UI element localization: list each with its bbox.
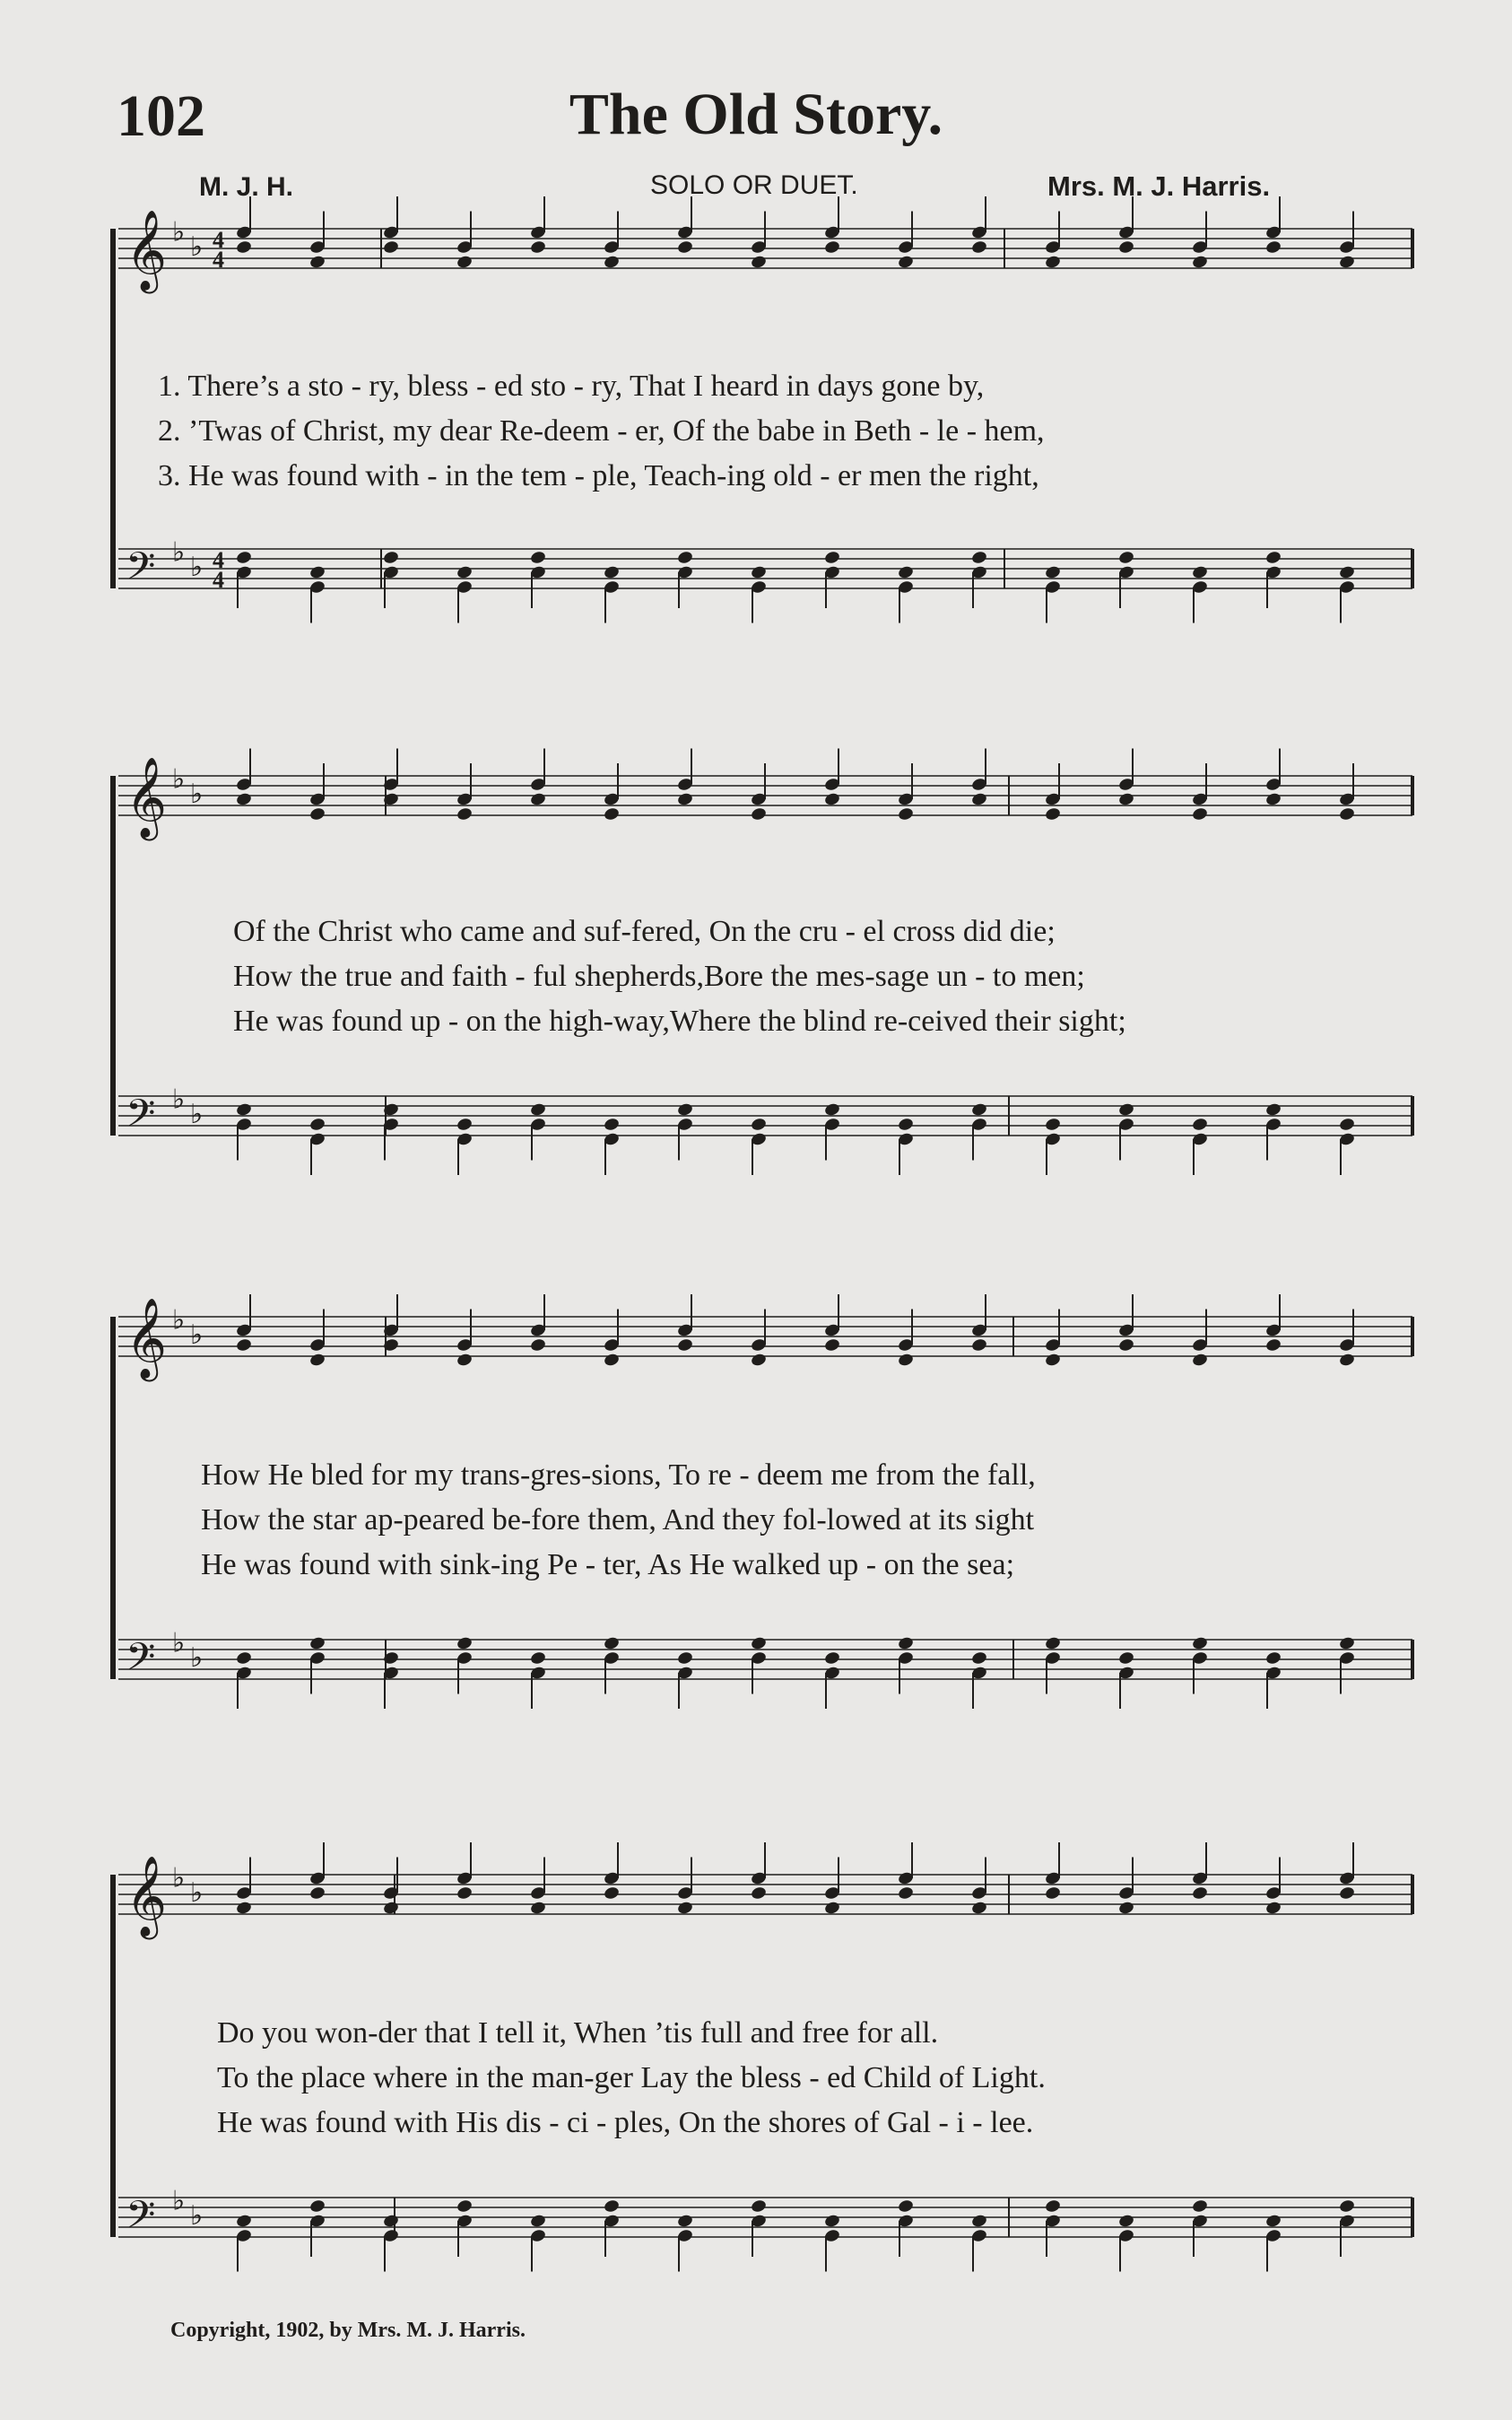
note-head [897, 1885, 914, 1901]
note-head [823, 1650, 840, 1666]
time-signature-top: 4 [213, 227, 224, 253]
note-head [456, 1353, 473, 1368]
note-head [1264, 1337, 1282, 1353]
note-head [1044, 806, 1061, 822]
note-head [1338, 806, 1355, 822]
note-head [529, 2214, 546, 2229]
note-head [750, 255, 767, 270]
note-head [676, 792, 693, 807]
note-head [676, 239, 693, 255]
note-head [1338, 565, 1355, 580]
note-head [750, 1353, 767, 1368]
note-head [603, 255, 620, 270]
note-head [1338, 2198, 1355, 2214]
note-head [1117, 1901, 1134, 1916]
bass-clef-icon: 𝄢 [126, 1635, 156, 1689]
note-head [456, 565, 473, 580]
note-head [235, 1337, 252, 1353]
note-head [823, 1901, 840, 1916]
note-head [529, 1337, 546, 1353]
note-head [456, 1117, 473, 1132]
lyric-line-s3-v1: How He bled for my trans-gres-sions, To re - deem me from the fall, [201, 1458, 1036, 1492]
note-head [235, 1901, 252, 1916]
bass-clef-icon: 𝄢 [126, 1092, 156, 1145]
lyric-line-s4-v3: He was found with His dis - ci - ples, On the shores of Gal - i - lee. [217, 2106, 1034, 2139]
note-head [1117, 239, 1134, 255]
note-head [897, 806, 914, 822]
note-head [529, 1901, 546, 1916]
note-head [897, 1117, 914, 1132]
note-head [456, 1885, 473, 1901]
lyric-line-s1-v2: 2. ’Twas of Christ, my dear Re-deem - er, Of the babe in Beth - le - hem, [158, 414, 1045, 448]
note-head [970, 1650, 987, 1666]
note-head [823, 550, 840, 565]
note-head [308, 806, 326, 822]
flat-icon: ♭ [190, 231, 204, 263]
note-head [676, 1901, 693, 1916]
hymn-title: The Old Story. [569, 82, 943, 147]
lyric-line-s1-v3: 3. He was found with - in the tem - ple, Teach-ing old - er men the right, [158, 459, 1039, 492]
note-head [970, 2214, 987, 2229]
note-head [603, 565, 620, 580]
note-head [1264, 792, 1282, 807]
note-head [1117, 550, 1134, 565]
note-head [750, 1117, 767, 1132]
lyric-line-s2-v3: He was found up - on the high-way,Where the blind re-ceived their sight; [233, 1005, 1126, 1038]
note-head [1191, 806, 1208, 822]
note-head [823, 792, 840, 807]
flat-icon: ♭ [190, 1319, 204, 1351]
flat-icon: ♭ [172, 2185, 186, 2217]
note-head [1117, 1650, 1134, 1666]
note-head [676, 2214, 693, 2229]
bass-clef-icon: 𝄢 [126, 2193, 156, 2247]
flat-icon: ♭ [190, 552, 204, 583]
note-head [1264, 2214, 1282, 2229]
note-head [970, 1901, 987, 1916]
note-head [1117, 1337, 1134, 1353]
note-head [382, 239, 399, 255]
note-head [1044, 2198, 1061, 2214]
note-head [1191, 1636, 1208, 1651]
note-head [308, 255, 326, 270]
note-head [1338, 1636, 1355, 1651]
note-head [676, 1337, 693, 1353]
note-head [603, 1353, 620, 1368]
note-head [676, 550, 693, 565]
flat-icon: ♭ [172, 536, 186, 569]
note-head [1044, 1636, 1061, 1651]
note-head [235, 792, 252, 807]
flat-icon: ♭ [190, 1877, 204, 1909]
note-head [1338, 1885, 1355, 1901]
note-head [676, 1102, 693, 1118]
note-head [823, 239, 840, 255]
note-head [897, 2198, 914, 2214]
note-head [750, 1885, 767, 1901]
note-head [1191, 1885, 1208, 1901]
note-head [456, 2198, 473, 2214]
note-head [235, 239, 252, 255]
treble-clef-icon: 𝄞 [126, 1298, 168, 1379]
note-head [456, 1636, 473, 1651]
note-head [1044, 1353, 1061, 1368]
note-head [1191, 2198, 1208, 2214]
flat-icon: ♭ [172, 1304, 186, 1336]
note-head [897, 255, 914, 270]
note-head [897, 565, 914, 580]
note-head [603, 806, 620, 822]
note-head [529, 792, 546, 807]
note-head [1264, 550, 1282, 565]
lyric-line-s3-v2: How the star ap-peared be-fore them, And they fol-lowed at its sight [201, 1503, 1035, 1536]
time-signature-bottom: 4 [213, 247, 224, 273]
note-head [603, 1885, 620, 1901]
flat-icon: ♭ [190, 1099, 204, 1130]
note-head [382, 2214, 399, 2229]
note-head [308, 1636, 326, 1651]
note-head [1117, 792, 1134, 807]
note-head [897, 1636, 914, 1651]
note-head [823, 1337, 840, 1353]
note-head [970, 1102, 987, 1118]
note-head [676, 1650, 693, 1666]
note-head [1044, 1885, 1061, 1901]
note-head [1044, 255, 1061, 270]
note-head [1191, 255, 1208, 270]
note-head [1264, 239, 1282, 255]
flat-icon: ♭ [172, 1627, 186, 1659]
note-head [1338, 1353, 1355, 1368]
hymn-number: 102 [117, 83, 205, 149]
note-head [235, 550, 252, 565]
treble-clef-icon: 𝄞 [126, 757, 168, 838]
note-head [456, 255, 473, 270]
lyric-line-s4-v1: Do you won-der that I tell it, When ’tis full and free for all. [217, 2016, 939, 2050]
note-head [235, 1650, 252, 1666]
note-head [1117, 1102, 1134, 1118]
note-head [970, 1337, 987, 1353]
note-head [529, 1650, 546, 1666]
note-head [1191, 1353, 1208, 1368]
note-head [1044, 565, 1061, 580]
music-credit: Mrs. M. J. Harris. [1047, 170, 1271, 202]
note-head [603, 1117, 620, 1132]
note-head [970, 792, 987, 807]
note-head [382, 550, 399, 565]
note-head [750, 1636, 767, 1651]
flat-icon: ♭ [190, 1642, 204, 1674]
lyric-line-s4-v2: To the place where in the man-ger Lay the bless - ed Child of Light. [217, 2061, 1046, 2094]
flat-icon: ♭ [172, 1862, 186, 1894]
note-head [750, 806, 767, 822]
note-head [456, 806, 473, 822]
note-head [529, 1102, 546, 1118]
note-head [1264, 1650, 1282, 1666]
treble-clef-icon: 𝄞 [126, 1856, 168, 1937]
note-head [1191, 1117, 1208, 1132]
note-head [382, 1901, 399, 1916]
note-head [823, 2214, 840, 2229]
note-head [308, 2198, 326, 2214]
flat-icon: ♭ [172, 763, 186, 796]
note-head [750, 565, 767, 580]
note-head [1117, 2214, 1134, 2229]
lyric-line-s2-v1: Of the Christ who came and suf-fered, On the cru - el cross did die; [233, 915, 1056, 948]
note-head [529, 239, 546, 255]
bass-clef-icon: 𝄢 [126, 544, 156, 598]
note-head [970, 239, 987, 255]
note-head [1264, 1102, 1282, 1118]
note-head [970, 550, 987, 565]
time-signature-top: 4 [213, 547, 224, 573]
flat-icon: ♭ [190, 779, 204, 810]
note-head [1264, 1901, 1282, 1916]
note-head [308, 1117, 326, 1132]
note-head [308, 1885, 326, 1901]
voicing-label: SOLO OR DUET. [650, 170, 858, 200]
note-head [1338, 255, 1355, 270]
flat-icon: ♭ [172, 216, 186, 248]
words-credit: M. J. H. [199, 172, 294, 202]
note-head [308, 565, 326, 580]
note-head [823, 1102, 840, 1118]
note-head [1338, 1117, 1355, 1132]
treble-clef-icon: 𝄞 [126, 210, 168, 291]
note-head [235, 1102, 252, 1118]
copyright-notice: Copyright, 1902, by Mrs. M. J. Harris. [170, 2319, 526, 2342]
note-head [308, 1353, 326, 1368]
note-head [897, 1353, 914, 1368]
lyric-line-s3-v3: He was found with sink-ing Pe - ter, As He walked up - on the sea; [201, 1548, 1015, 1581]
note-head [235, 2214, 252, 2229]
note-head [529, 550, 546, 565]
note-head [1191, 565, 1208, 580]
note-head [603, 2198, 620, 2214]
lyric-line-s2-v2: How the true and faith - ful shepherds,Bore the mes-sage un - to men; [233, 960, 1085, 993]
note-head [750, 2198, 767, 2214]
flat-icon: ♭ [190, 2200, 204, 2232]
note-head [1044, 1117, 1061, 1132]
time-signature-bottom: 4 [213, 567, 224, 593]
note-head [603, 1636, 620, 1651]
flat-icon: ♭ [172, 1084, 186, 1116]
lyric-line-s1-v1: 1. There’s a sto - ry, bless - ed sto - ry, That I heard in days gone by, [158, 370, 985, 403]
